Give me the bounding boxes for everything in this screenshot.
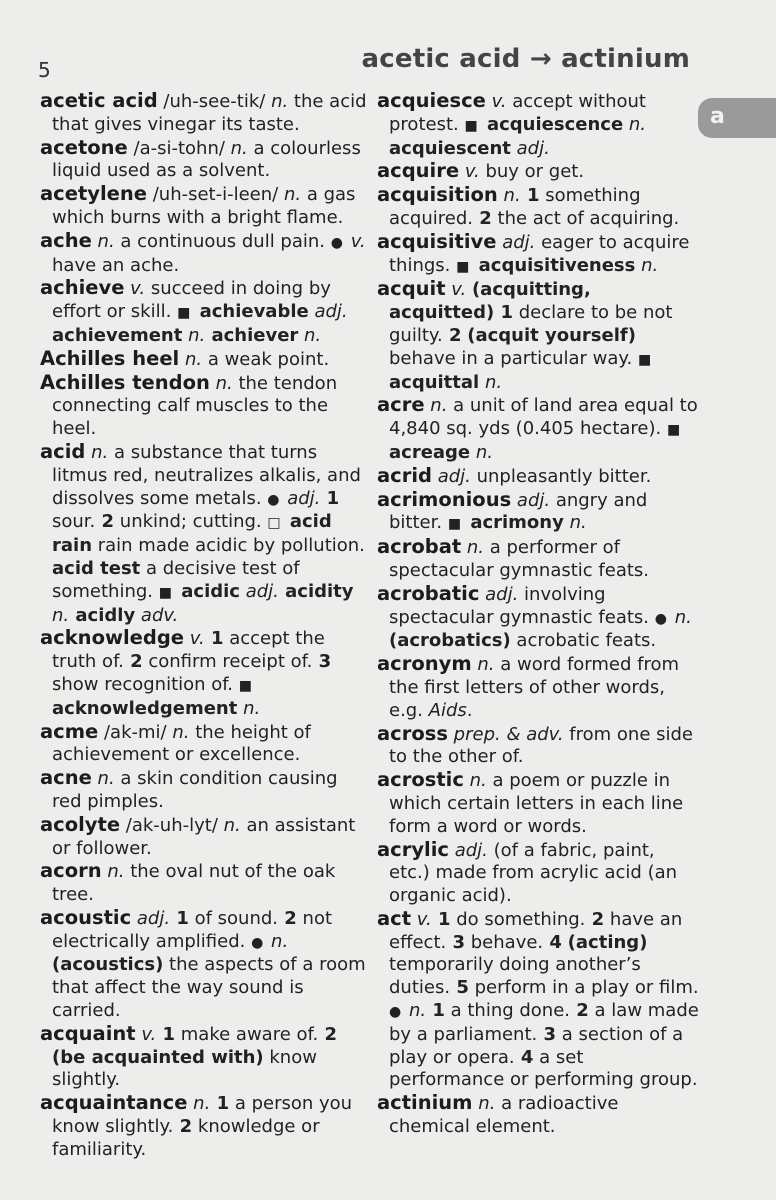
entry-acrostic: acrostic n. a poem or puzzle in which certain letters in each line form a word or words.: [377, 768, 684, 837]
entry-achilles-heel: Achilles heel n. a weak point.: [40, 346, 330, 370]
entry-acne: acne n. a skin condition causing red pimples.: [40, 766, 338, 812]
entry-acquaint: acquaint v. 1 make aware of. 2 (be acquainted with) know slightly.: [40, 1021, 338, 1091]
left-column: [40, 90, 370, 1162]
thumb-index-tab: a: [698, 98, 776, 138]
entry-acorn: acorn n. the oval nut of the oak tree.: [40, 859, 336, 906]
entry-acquit: acquit v. (acquitting, acquitted) 1 declare to be not guilty. 2 (acquit yourself) behave in a particular way. ■ acquittal n.: [377, 277, 673, 393]
entry-acetic-acid: acetic acid /uh-see-tik/ n. the acid that gives vinegar its taste.: [40, 89, 367, 135]
running-head: acetic acid → actinium: [361, 44, 690, 74]
entry-acronym: acronym n. a word formed from the first letters of other words, e.g. Aids.: [377, 652, 680, 721]
entry-acrimonious: acrimonious adj. angry and bitter. ■ acrimony n.: [377, 487, 648, 534]
entry-acquaintance: acquaintance n. 1 a person you know slightly. 2 knowledge or familiarity.: [40, 1091, 353, 1160]
entry-acquisitive: acquisitive adj. eager to acquire things. ■ acquisitiveness n.: [377, 229, 690, 276]
entry-acid: acid n. a substance that turns litmus red, neutralizes alkalis, and dissolves some metals. ● adj. 1 sour. 2 unkind; cutting. □ acid rain rain made acidic by pollution. acid test a decisive test of something. ■ acidic adj. acidity n. acidly adv.: [40, 439, 365, 626]
entry-acrylic: acrylic adj. (of a fabric, paint, etc.) made from acrylic acid (an organic acid).: [377, 837, 678, 907]
entry-acolyte: acolyte /ak-uh-lyt/ n. an assistant or follower.: [40, 812, 356, 859]
entry-acrid: acrid adj. unpleasantly bitter.: [377, 463, 652, 487]
entry-acetone: acetone /a-si-tohn/ n. a colourless liquid used as a solvent.: [40, 135, 361, 182]
entry-acre: acre n. a unit of land area equal to 4,840 sq. yds (0.405 hectare). ■ acreage n.: [377, 393, 698, 463]
right-column: [377, 90, 699, 1139]
entry-acetylene: acetylene /uh-set-i-leen/ n. a gas which burns with a bright flame.: [40, 182, 356, 228]
entry-across: across prep. & adv. from one side to the other of.: [377, 721, 694, 768]
entry-acrobat: acrobat n. a performer of spectacular gymnastic feats.: [377, 535, 650, 581]
entry-acquiesce: acquiesce v. accept without protest. ■ acquiescence n. acquiescent adj.: [377, 89, 647, 159]
entry-acoustic: acoustic adj. 1 of sound. 2 not electrically amplified. ● n. (acoustics) the aspects of a room that affect the way sound is carried.: [40, 905, 366, 1022]
entry-acquisition: acquisition n. 1 something acquired. 2 the act of acquiring.: [377, 183, 680, 229]
entry-acquire: acquire v. buy or get.: [377, 159, 585, 183]
entry-achilles-tendon: Achilles tendon n. the tendon connecting calf muscles to the heel.: [40, 370, 338, 440]
entry-acknowledge: acknowledge v. 1 accept the truth of. 2 confirm receipt of. 3 show recognition of. ■ acknowledgement n.: [40, 626, 332, 719]
entry-actinium: actinium n. a radioactive chemical element.: [377, 1091, 619, 1138]
page-number: 5: [38, 58, 51, 82]
entry-acrobatic: acrobatic adj. involving spectacular gymnastic feats. ● n. (acrobatics) acrobatic feats.: [377, 581, 692, 652]
entry-achieve: achieve v. succeed in doing by effort or skill. ■ achievable adj. achievement n. achiever n.: [40, 276, 348, 346]
entry-act: act v. 1 do something. 2 have an effect. 3 behave. 4 (acting) temporarily doing another’s duties. 5 perform in a play or film. ● n. 1 a thing done. 2 a law made by a parliament. 3 a section of a play or opera. 4 a set performance or performing group.: [377, 906, 699, 1091]
entry-ache: ache n. a continuous dull pain. ● v. have an ache.: [40, 228, 366, 276]
entry-acme: acme /ak-mi/ n. the height of achievement or excellence.: [40, 719, 311, 766]
